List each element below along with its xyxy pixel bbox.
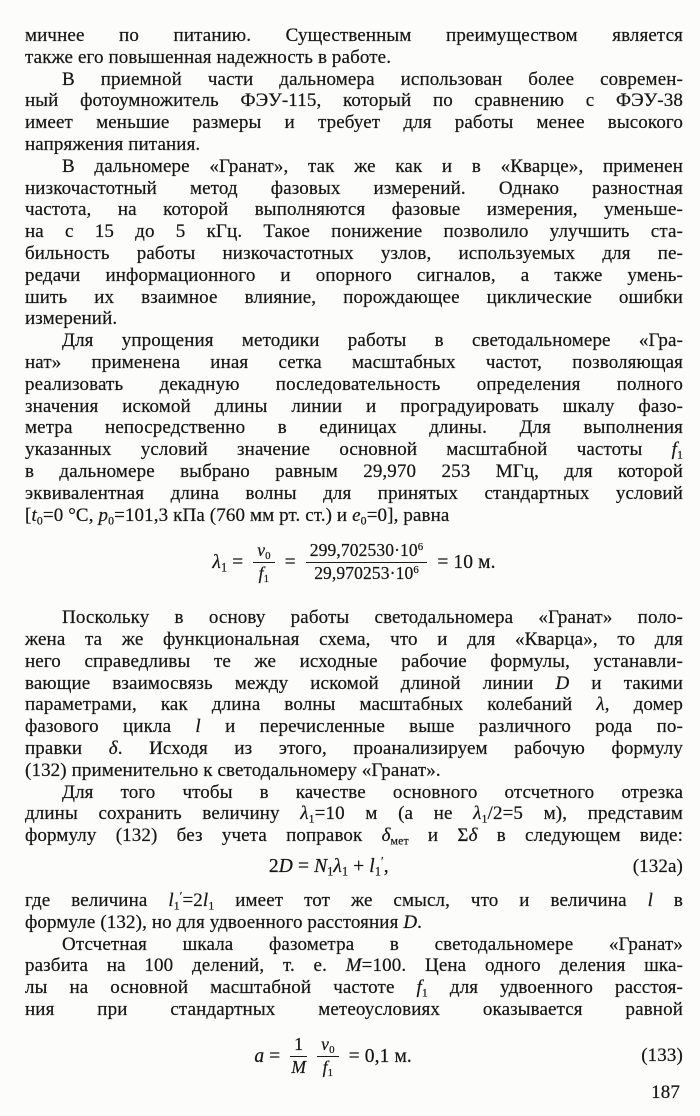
text-line: Отсчетная шкала фазометра в светодальномере «Гранат» [62, 933, 683, 955]
text-line: правки δ. Исходя из этого, проанализируем рабочую формулу [25, 737, 683, 759]
text-line: на с 15 до 5 кГц. Такое понижение позволило улучшить ста- [25, 221, 683, 243]
text-line: низкочастотный метод фазовых измерений. Однако разностная [25, 177, 683, 199]
text-line: ный фотоумножитель ФЭУ-115, который по сравнению с ФЭУ-38 [25, 90, 683, 112]
fraction: $\frac{v_0}{f_1}$ [317, 1035, 338, 1078]
text-line: также его повышенная надежность в работе. [25, 46, 392, 68]
paragraph [25, 330, 683, 526]
formula [25, 1035, 683, 1078]
text-line: где величина $l_1'=2l_1$ имеет тот же смысл, что и величина l в [25, 889, 683, 913]
text-line: реализовать декадную последовательность определения полного [25, 373, 683, 395]
text-line: частота, на которой выполняются фазовые измерения, уменьше- [25, 199, 683, 221]
paragraph [25, 607, 683, 781]
page-number: 187 [651, 1082, 680, 1103]
text-line: напряжения питания. [25, 133, 201, 155]
formula-body: a = $\frac{1}{M}$ $\frac{v_0}{f_1}$ = 0,1 м. [254, 1033, 412, 1079]
text-line: ния при стандартных метеоусловиях оказывается равной [25, 998, 683, 1020]
formula-body: $\lambda_1$ = $\frac{v_0}{f_1}$ = $\frac{299,702530\cdot 10^6}{29,970253\cdot 10^6}$ = 10 м. [212, 540, 496, 586]
text-line: формуле (132), но для удвоенного расстояния D. [25, 911, 423, 933]
text-line: шить их взаимное влияние, порождающее циклические ошибки [25, 286, 683, 308]
text-line: формулу (132) без учета поправок $\delta_{мет}$ и Σδ в следующем виде: [25, 825, 683, 848]
text-line: разбита на 100 делений, т. е. M=100. Цена одного деления шка- [25, 955, 683, 977]
text-line: редачи информационного и опорного сигналов, а также умень- [25, 264, 683, 286]
text-line: лы на основной масштабной частоте $f_1$ для удвоенного расстоя- [25, 977, 683, 1000]
text-line: метра непосредственно в единицах длины. Для выполнения [25, 417, 683, 439]
text-line: Поскольку в основу работы светодальномера «Гранат» поло- [62, 607, 683, 629]
text-line: мичнее по питанию. Существенным преимуществом является [25, 25, 683, 46]
text-line: фазового цикла l и перечисленные выше различного рода по- [25, 716, 683, 738]
text-line: измерений. [25, 308, 118, 330]
text-line: нат» применена иная сетка масштабных частот, позволяющая [25, 351, 683, 373]
fraction: $\frac{v_0}{f_1}$ [253, 541, 274, 584]
text-line: Для упрощения методики работы в светодальномере «Гра- [62, 330, 683, 352]
text-line: указанных условий значение основной масштабной частоты $f_1$ [25, 439, 683, 462]
text-line: параметрами, как длина волны масштабных колебаний λ, домер [25, 694, 683, 716]
fraction: $\frac{1}{M}$ [291, 1033, 307, 1077]
text-line: имеет меньшие размеры и требует для работы менее высокого [25, 112, 683, 134]
paragraph [25, 69, 683, 156]
fraction: $\frac{299,702530\cdot 10^6}{29,970253\cdot 10^6}$ [306, 541, 428, 584]
text-line: длины сохранить величину $\lambda_1=10$ м (а не $\lambda_1/2=5$ м), представим [25, 803, 683, 826]
text-line: В приемной части дальномера использован более современ- [62, 68, 683, 90]
text-line: него справедливы те же исходные рабочие формулы, устанавли- [25, 650, 683, 672]
paragraph [25, 782, 683, 847]
text-line: [$t_0=0$ °C, $p_0=101,3$ кПа (760 мм рт. ст.) и $e_0=0$], равна [25, 504, 450, 527]
text-line: в дальномере выбрано равным 29,970 253 МГц, для которой [25, 460, 683, 482]
text-line: В дальномере «Гранат», так же как и в «Кварце», применен [62, 155, 683, 177]
paragraph [25, 890, 683, 934]
text-line: (132) применительно к светодальномеру «Гранат». [25, 759, 441, 781]
paragraph [25, 156, 683, 330]
text-line: бильность работы низкочастотных узлов, используемых для пе- [25, 242, 683, 264]
text-line: Для того чтобы в качестве основного отсчетного отрезка [62, 781, 683, 803]
text-line: вающие взаимосвязь между искомой длиной линии D и такими [25, 672, 683, 694]
page-content [25, 25, 683, 1078]
formula [25, 541, 683, 584]
text-line: эквивалентная длина волны для принятых стандартных условий [25, 482, 683, 504]
text-line: жена та же функциональная схема, что и для «Кварца», то для [25, 629, 683, 650]
formula [25, 856, 683, 878]
paragraph [25, 934, 683, 1021]
equation-number: (132a) [632, 855, 683, 877]
equation-number: (133) [641, 1045, 683, 1067]
text-line: значения искомой длины линии и проградуировать шкалу фазо- [25, 395, 683, 417]
formula-body: $2D = N_1\lambda_1 + l_1'$, [268, 854, 389, 879]
paragraph [25, 25, 683, 69]
